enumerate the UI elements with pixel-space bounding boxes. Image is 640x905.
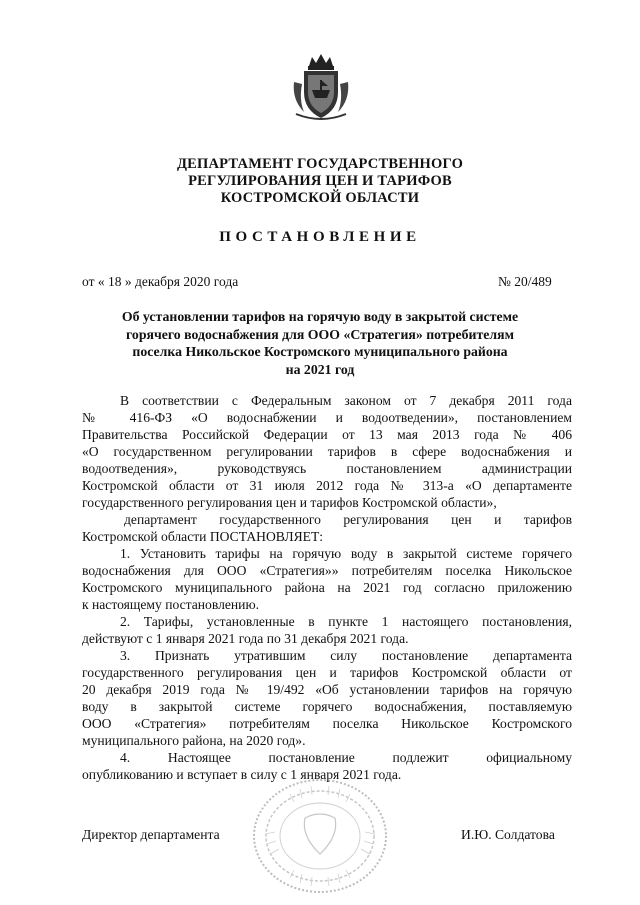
signatory-role: Директор департамента <box>82 827 220 842</box>
body-line: В соответствии с Федеральным законом от 7 декабря 2011 года <box>120 393 572 408</box>
decree-body <box>82 392 572 783</box>
body-line: Костромской области от 31 июля 2012 года № 313-а «О департаменте <box>82 478 572 493</box>
body-line: 2. Тарифы, установленные в пункте 1 настоящего постановления, <box>120 614 572 629</box>
body-line: департамент государственного регулирования цен и тарифов <box>124 512 572 527</box>
body-line: 3. Признать утратившим силу постановление департамента <box>120 648 572 663</box>
body-line: водоотведения», руководствуясь постановлением администрации <box>82 461 572 476</box>
subject-line-4: на 2021 год <box>285 361 355 377</box>
body-line: воду в закрытой системе горячего водоснабжения, поставляемую <box>82 699 572 714</box>
body-line: государственного регулирования цен и тарифов Костромской области», <box>82 495 497 510</box>
body-line: 20 декабря 2019 года № 19/492 «Об установлении тарифов на горячую <box>82 682 572 697</box>
document-date: от « 18 » декабря 2020 года <box>82 274 239 289</box>
document-number: № 20/489 <box>498 274 552 289</box>
document-type-title: ПОСТАНОВЛЕНИЕ <box>219 229 421 245</box>
official-seal-icon <box>245 774 395 898</box>
body-line: муниципального района, на 2020 год». <box>82 733 306 748</box>
body-line: «О государственном регулировании тарифов в сфере водоснабжения и <box>82 444 572 459</box>
body-line: ООО «Стратегия» потребителям поселка Никольское Костромского <box>82 716 572 731</box>
department-name-line-3: КОСТРОМСКОЙ ОБЛАСТИ <box>220 190 420 206</box>
body-line: 1. Установить тарифы на горячую воду в закрытой системе горячего <box>120 546 572 561</box>
subject-line-3: поселка Никольское Костромского муниципального района <box>132 344 508 359</box>
department-name-line-2: РЕГУЛИРОВАНИЯ ЦЕН И ТАРИФОВ <box>188 173 452 189</box>
body-line: государственного регулирования цен и тарифов Костромской области от <box>82 665 572 680</box>
body-line: № 416-ФЗ «О водоснабжении и водоотведении», постановлением <box>82 410 572 425</box>
signatory-name: И.Ю. Солдатова <box>461 827 555 842</box>
subject-line-2: горячего водоснабжения для ООО «Стратегия» потребителям <box>126 326 514 342</box>
body-line: к настоящему постановлению. <box>82 597 260 612</box>
body-line: Костромского муниципального района на 2021 год согласно приложению <box>82 580 572 595</box>
coat-of-arms-emblem-icon <box>290 52 352 122</box>
department-name-line-1: ДЕПАРТАМЕНТ ГОСУДАРСТВЕННОГО <box>176 156 464 172</box>
body-line: опубликованию и вступает в силу с 1 января 2021 года. <box>82 767 402 782</box>
body-line: Правительства Российской Федерации от 13 мая 2013 года № 406 <box>82 427 572 442</box>
subject-line-1: Об установлении тарифов на горячую воду в закрытой системе <box>121 309 519 324</box>
body-line: действуют с 1 января 2021 года по 31 декабря 2021 года. <box>82 631 409 646</box>
body-line: 4. Настоящее постановление подлежит официальному <box>120 750 572 765</box>
body-line: Костромской области ПОСТАНОВЛЯЕТ: <box>82 529 324 544</box>
body-line: водоснабжения для ООО «Стратегия»» потребителям поселка Никольское <box>82 563 572 578</box>
